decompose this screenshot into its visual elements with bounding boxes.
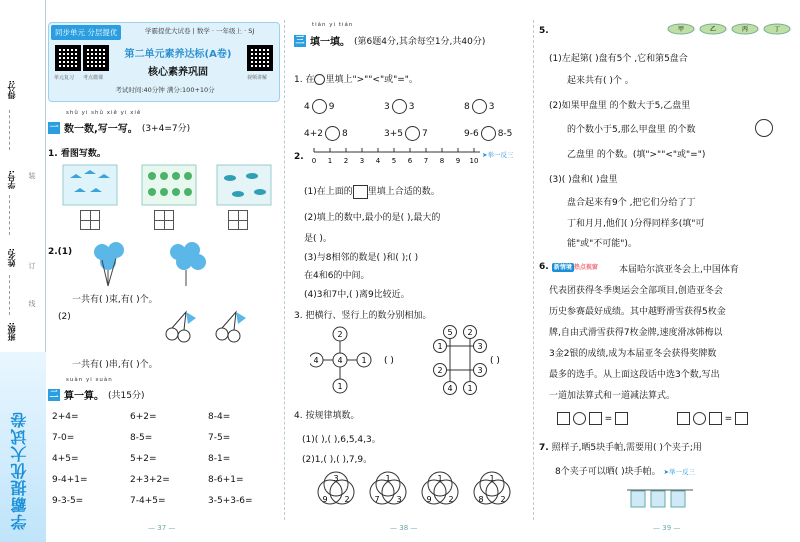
passage-line: 一道加法算式和一道减法算式。: [549, 391, 676, 401]
question-5: 5.: [539, 26, 549, 36]
cross-answer: ( ): [490, 356, 500, 366]
section-number: 二: [49, 389, 59, 400]
ring-number: 2: [500, 495, 506, 504]
cross-number: 4: [447, 384, 453, 393]
section-heading-2: [48, 387, 144, 402]
exam-subtitle: 核心素养巩固: [148, 67, 208, 78]
compare-right: 7: [422, 129, 428, 139]
tick-label: 7: [423, 157, 429, 165]
question-5-3b: 盘合起来有9个 ,把它们分给了丁: [567, 198, 696, 208]
cross-number: 1: [361, 356, 367, 365]
cherry-icon: [216, 312, 246, 342]
balloon-icon: [170, 242, 206, 286]
section-title: 数一数,写一写。: [64, 124, 138, 135]
answer-box-icon: [677, 412, 690, 425]
compare-item[interactable]: [384, 99, 414, 114]
compare-item[interactable]: [304, 99, 334, 114]
question-3-2-3[interactable]: (3)与8相邻的数是( )和( );( ): [304, 253, 419, 263]
calc-item[interactable]: 4+5=: [52, 454, 79, 464]
question-7[interactable]: 7. 照样子,晒5块手帕,需要用( )个夹子;用: [539, 443, 702, 453]
cross-number: 1: [467, 384, 473, 393]
handkerchief-icon: [631, 491, 685, 507]
header-tag: 同步单元 分层提优: [51, 25, 121, 40]
compare-right: 9: [328, 102, 335, 112]
question-5-3[interactable]: (3)( )盘和( )盘里: [549, 175, 618, 185]
plates-picture: [667, 20, 795, 36]
id-line: [9, 195, 10, 235]
compare-circle: [405, 126, 420, 141]
number-circle-group: [422, 472, 458, 504]
plate-label: 甲: [677, 26, 685, 33]
practice-link[interactable]: ➤举一反三: [482, 151, 514, 159]
sum-cross-2: [430, 324, 530, 396]
compare-circle: [325, 126, 340, 141]
question-3-4-1[interactable]: (1)( ),( ),6,5,4,3。: [302, 435, 381, 445]
question-3-4: 4. 按规律填数。: [294, 411, 360, 421]
number-circles: [314, 468, 534, 512]
calc-item[interactable]: 3-5+3-6=: [208, 496, 253, 506]
tick-label: 9: [455, 157, 461, 165]
compare-left: 3+5: [384, 129, 403, 139]
calc-item[interactable]: 6+2=: [130, 412, 157, 422]
exam-header: [48, 22, 280, 102]
compare-left: 3: [384, 102, 390, 112]
brand-strip: [0, 352, 46, 542]
binding-strip: [0, 0, 46, 542]
tick-label: 4: [375, 157, 381, 165]
compare-item[interactable]: [304, 126, 348, 141]
compare-right: 8-5: [497, 129, 513, 139]
question-5-3d: 能"或"不可能")。: [567, 239, 637, 249]
tick-label: 1: [327, 157, 333, 165]
number-circle-group: [474, 472, 510, 504]
qr-code[interactable]: [247, 45, 273, 71]
circle-icon: [693, 412, 706, 425]
question-3-4-2[interactable]: (2)1,( ),( ),7,9。: [302, 455, 373, 465]
cross-number: 2: [337, 330, 343, 339]
calc-item[interactable]: 9-4+1=: [52, 475, 88, 485]
class-label: 班级:: [7, 322, 16, 342]
handkerchief-picture: [627, 486, 693, 512]
plate-label: 丁: [773, 26, 781, 33]
calc-item[interactable]: 7-4+5=: [130, 496, 166, 506]
question-3-1: 1. 在 里填上">""<"或"="。: [294, 75, 418, 85]
page-38: [290, 0, 535, 542]
ring-number: 2: [448, 495, 454, 504]
passage-line: 最多的选手。从上面这段话中选3个数,写出: [549, 370, 720, 380]
section-pinyin: suàn yi suàn: [66, 377, 113, 383]
ring-number: 3: [396, 495, 402, 504]
page-number: — 37 —: [148, 524, 176, 532]
cut-mark: 装: [28, 172, 36, 179]
brand-logo: 学霸提优大试卷: [10, 411, 29, 530]
question-6: 6. 新情境 热点视窗: [539, 262, 598, 272]
passage-line: 牌,自由式滑雪获得7枚金牌,速度滑冰韩梅以: [549, 328, 723, 338]
section-pinyin: shǔ yi shǔ xiě yi xiě: [66, 110, 142, 116]
qr-caption: 视频讲解: [247, 75, 268, 81]
cross-number: 1: [437, 342, 443, 351]
balloon-icon: [94, 242, 124, 286]
sum-cross-1: [310, 324, 410, 396]
number-circle-group: [370, 472, 406, 504]
circle-icon: [314, 74, 325, 85]
compare-circle: [392, 99, 407, 114]
question-3-2-1: (1)在上面的 里填上合适的数。: [304, 184, 440, 199]
compare-item[interactable]: [384, 126, 428, 141]
name-label: 姓名:: [7, 248, 16, 268]
question-3-2-2[interactable]: (2)填上的数中,最小的是( ),最大的: [304, 213, 441, 223]
tick-label: 10: [469, 157, 479, 165]
cross-number: 3: [477, 342, 483, 351]
question-2-1: 2.(1): [48, 247, 73, 257]
question-2-2: (2): [58, 312, 71, 322]
calc-item[interactable]: 2+4=: [52, 412, 79, 422]
calc-item[interactable]: 8-1=: [208, 454, 231, 464]
question-3-2: 2.: [294, 152, 304, 162]
name-line: [9, 275, 10, 315]
calc-item[interactable]: 8-4=: [208, 412, 231, 422]
question-7b[interactable]: 8个夹子可以晒( )块手帕。 ➤举一反三: [555, 467, 695, 477]
calc-item[interactable]: 5+2=: [130, 454, 157, 464]
plate-label: 丙: [741, 26, 749, 33]
section-score: (共15分): [108, 391, 145, 401]
ring-number: 1: [385, 474, 391, 483]
page-number: — 38 —: [390, 524, 418, 532]
section-title: 算一算。: [64, 391, 104, 402]
page-39: [537, 0, 795, 542]
ring-number: 7: [374, 495, 380, 504]
qr-code[interactable]: [83, 45, 109, 71]
score-label: 得分:: [7, 80, 16, 100]
section-heading-3: [294, 33, 534, 48]
compare-left: 4+2: [304, 129, 323, 139]
ring-number: 1: [437, 474, 443, 483]
id-label: 学号:: [7, 170, 16, 190]
exam-title: 第二单元素养达标(A卷): [124, 49, 232, 60]
compare-right: 3: [488, 102, 495, 112]
counting-pictures: [62, 164, 272, 208]
tick-label: 0: [311, 157, 317, 165]
question-5-2c: 乙盘里 的个数。(填">""<"或"="): [567, 150, 706, 160]
cut-mark: 线: [28, 300, 36, 307]
exam-info: 考试时间:40分钟 满分:100+10分: [115, 86, 215, 94]
calc-item[interactable]: 9-3-5=: [52, 496, 84, 506]
flowers-picture: [142, 165, 196, 205]
passage-line: 本届哈尔滨亚冬会上,中国体育: [619, 265, 739, 275]
page-divider: [284, 20, 285, 520]
compare-left: 4: [304, 102, 310, 112]
answer-grid[interactable]: [154, 210, 174, 230]
ring-number: 8: [478, 495, 484, 504]
tick-label: 6: [407, 157, 413, 165]
compare-item[interactable]: [464, 126, 512, 141]
passage-line: 代表团获得冬季奥运会全部项目,创造亚冬会: [549, 286, 723, 296]
number-line: [310, 146, 480, 168]
calc-item[interactable]: 2+3+2=: [130, 475, 170, 485]
question-3-2-2b[interactable]: 是( )。: [304, 234, 332, 244]
question-5-1b[interactable]: 起来共有( )个 。: [567, 76, 634, 86]
hot-topic-badge: 热点视窗: [573, 264, 598, 271]
tick-label: 3: [359, 157, 365, 165]
answer-grid[interactable]: [80, 210, 100, 230]
question-1: 1. 看图写数。: [48, 149, 106, 159]
calc-item[interactable]: 7-0=: [52, 433, 75, 443]
question-5-3c[interactable]: 丁和月月,他们( )分得同样多(填"可: [567, 219, 705, 229]
calc-item[interactable]: 8-5=: [130, 433, 153, 443]
cross-number: 5: [447, 328, 453, 337]
answer-box-icon: [557, 412, 570, 425]
circle-icon: [573, 412, 586, 425]
question-3-2-3b: 在4和6的中间。: [304, 271, 370, 281]
question-3-2-4[interactable]: (4)3和7中,( )离9比较近。: [304, 290, 410, 300]
tick-label: 8: [439, 157, 445, 165]
score-line: [9, 110, 10, 150]
answer-equation-add[interactable]: =: [557, 412, 628, 425]
header-brand-line: 学霸提优大试卷 | 数学 · 一年级上 · SJ: [145, 27, 255, 35]
answer-box-icon: [735, 412, 748, 425]
answer-box-icon: [709, 412, 722, 425]
cross-number: 2: [467, 328, 473, 337]
question-5-2b: 的个数小于5,那么甲盘里 的个数: [567, 125, 696, 135]
ring-number: 1: [489, 474, 495, 483]
question-5-2: (2)如果甲盘里 的个数大于5,乙盘里: [549, 101, 691, 111]
question-3-3: 3. 把横行、竖行上的数分别相加。: [294, 311, 432, 321]
page-divider: [533, 20, 534, 520]
passage-line: 3金2银的成绩,成为本届亚冬会获得奖牌数: [549, 349, 717, 359]
tick-label: 5: [391, 157, 397, 165]
cross-number: 2: [437, 366, 443, 375]
compare-circle: [312, 99, 327, 114]
compare-right: 8: [342, 129, 348, 139]
compare-right: 3: [408, 102, 415, 112]
question-2-2-answer[interactable]: 一共有( )串,有( )个。: [72, 360, 158, 370]
fish-picture: [217, 165, 271, 205]
section-score: (3+4=7分): [141, 124, 191, 134]
page-37: [48, 0, 280, 542]
ring-number: 2: [344, 495, 350, 504]
cross-number: 3: [477, 366, 483, 375]
section-score: (第6题4分,其余每空1分,共40分): [354, 37, 486, 47]
answer-grid[interactable]: [228, 210, 248, 230]
qr-code[interactable]: [55, 45, 81, 71]
ring-number: 3: [333, 474, 339, 483]
section-number: 一: [49, 122, 59, 133]
compare-left: 8: [464, 102, 470, 112]
answer-box-icon: [353, 185, 368, 199]
qr-caption: 单元复习: [54, 75, 75, 81]
passage-line: 历史参赛最好成绩。其中越野滑雪获得5枚金: [549, 307, 726, 317]
ring-number: 9: [322, 495, 328, 504]
new-context-badge: 新情境: [553, 264, 572, 271]
number-circle-group: [318, 472, 354, 504]
ring-number: 9: [426, 495, 432, 504]
answer-box-icon: [589, 412, 602, 425]
section-title: 填一填。: [310, 37, 350, 48]
calc-item[interactable]: 8-6+1=: [208, 475, 244, 485]
cross-number: 1: [337, 382, 343, 391]
cherry-icon: [166, 312, 196, 342]
cross-number: 4: [337, 356, 343, 365]
practice-link: ➤举一反三: [663, 468, 695, 476]
section-pinyin: tián yi tián: [312, 22, 354, 28]
answer-box-icon: [615, 412, 628, 425]
cross-answer: ( ): [384, 356, 394, 366]
compare-item[interactable]: [464, 99, 494, 114]
balloon-picture: [88, 240, 218, 288]
calc-item[interactable]: 7-5=: [208, 433, 231, 443]
cross-number: 4: [313, 356, 319, 365]
page-number: — 39 —: [653, 524, 681, 532]
compare-left: 9-6: [464, 129, 479, 139]
plate-label: 乙: [709, 26, 717, 33]
compare-circle: [481, 126, 496, 141]
compare-circle[interactable]: [755, 119, 773, 137]
section-heading-1: [48, 120, 190, 135]
question-2-1-answer[interactable]: 一共有( )束,有( )个。: [72, 295, 158, 305]
cherry-picture: [158, 308, 258, 346]
question-5-1[interactable]: (1)左起第( )盘有5个 ,它和第5盘合: [549, 54, 688, 64]
qr-caption: 考点微课: [83, 75, 104, 81]
cut-mark: 订: [28, 262, 36, 269]
compare-circle: [472, 99, 487, 114]
answer-equation-sub[interactable]: =: [677, 412, 748, 425]
section-number: 三: [295, 35, 305, 46]
tick-label: 2: [343, 157, 349, 165]
